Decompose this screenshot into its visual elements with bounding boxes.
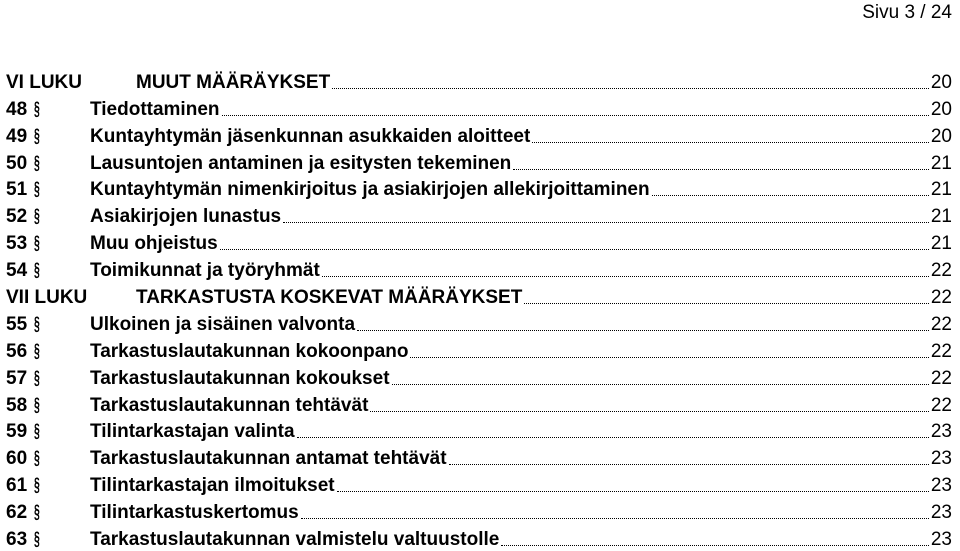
- dot-leader: [283, 222, 929, 223]
- toc-entry-title: Tilintarkastajan valinta: [90, 421, 295, 443]
- dot-leader: [370, 411, 928, 412]
- toc-entry-title: Kuntayhtymän jäsenkunnan asukkaiden aloitteet: [90, 125, 531, 147]
- toc-entry-title: Ulkoinen ja sisäinen valvonta: [90, 313, 356, 335]
- toc-entry-title: Tarkastuslautakunnan kokoonpano: [90, 340, 409, 362]
- section-number: 51: [6, 179, 28, 201]
- toc-entry-title: Tarkastuslautakunnan kokoukset: [90, 367, 390, 389]
- toc-section-row[interactable]: [6, 363, 952, 390]
- toc-page-number: 23: [930, 529, 952, 551]
- toc-section-row[interactable]: [6, 470, 952, 497]
- dot-leader: [524, 303, 929, 304]
- toc-page-number: 23: [930, 421, 952, 443]
- toc-page-number: 23: [930, 448, 952, 470]
- dot-leader: [332, 88, 929, 89]
- toc-page-number: 21: [930, 179, 952, 201]
- toc-section-row[interactable]: [6, 443, 952, 470]
- toc-section-row[interactable]: [6, 94, 952, 121]
- dot-leader: [337, 491, 929, 492]
- toc-page-number: 22: [930, 313, 952, 335]
- section-number: 49: [6, 125, 28, 147]
- section-symbol: §: [34, 152, 40, 174]
- chapter-number: VII LUKU: [6, 287, 88, 309]
- toc-page-number: 20: [930, 125, 952, 147]
- section-symbol: §: [34, 260, 40, 282]
- toc-entry-title: Tarkastuslautakunnan tehtävät: [90, 394, 369, 416]
- dot-leader: [301, 518, 929, 519]
- section-number: 56: [6, 340, 28, 362]
- section-symbol: §: [34, 502, 40, 524]
- section-symbol: §: [34, 448, 40, 470]
- section-symbol: §: [34, 367, 40, 389]
- toc-page-number: 22: [930, 340, 952, 362]
- section-number: 58: [6, 394, 28, 416]
- dot-leader: [513, 169, 929, 170]
- toc-section-row[interactable]: [6, 175, 952, 202]
- dot-leader: [652, 195, 929, 196]
- toc-section-row[interactable]: [6, 309, 952, 336]
- toc-page-number: 22: [930, 367, 952, 389]
- toc-entry-title: TARKASTUSTA KOSKEVAT MÄÄRÄYKSET: [136, 287, 523, 309]
- toc-page-number: 20: [930, 98, 952, 120]
- toc-chapter-row[interactable]: [6, 67, 952, 94]
- toc-section-row[interactable]: [6, 524, 952, 551]
- toc-section-row[interactable]: [6, 390, 952, 417]
- toc-entry-title: Toimikunnat ja työryhmät: [90, 260, 320, 282]
- toc-entry-title: Tilintarkastajan ilmoitukset: [90, 475, 335, 497]
- section-number: 59: [6, 421, 28, 443]
- section-number: 63: [6, 529, 28, 551]
- toc-page-number: 23: [930, 475, 952, 497]
- section-symbol: §: [34, 394, 40, 416]
- toc-chapter-row[interactable]: [6, 282, 952, 309]
- dot-leader: [322, 276, 929, 277]
- toc-entry-title: Asiakirjojen lunastus: [90, 206, 282, 228]
- section-number: 53: [6, 233, 28, 255]
- toc-page-number: 21: [930, 206, 952, 228]
- toc-page-number: 20: [930, 71, 952, 93]
- section-symbol: §: [34, 475, 40, 497]
- toc-entry-title: Tiedottaminen: [90, 98, 220, 120]
- toc-section-row[interactable]: [6, 417, 952, 444]
- section-number: 52: [6, 206, 28, 228]
- section-number: 61: [6, 475, 28, 497]
- dot-leader: [220, 249, 929, 250]
- toc-page-number: 21: [930, 152, 952, 174]
- section-symbol: §: [34, 179, 40, 201]
- toc-section-row[interactable]: [6, 148, 952, 175]
- dot-leader: [501, 545, 929, 546]
- dot-leader: [297, 437, 929, 438]
- dot-leader: [410, 357, 928, 358]
- toc-section-row[interactable]: [6, 255, 952, 282]
- dot-leader: [357, 330, 929, 331]
- section-number: 48: [6, 98, 28, 120]
- dot-leader: [532, 142, 929, 143]
- section-symbol: §: [34, 529, 40, 551]
- toc-page-number: 22: [930, 287, 952, 309]
- page-number: Sivu 3 / 24: [862, 2, 952, 23]
- section-number: 50: [6, 152, 28, 174]
- dot-leader: [392, 384, 929, 385]
- toc-section-row[interactable]: [6, 336, 952, 363]
- section-number: 60: [6, 448, 28, 470]
- toc-entry-title: Tarkastuslautakunnan valmistelu valtuustolle: [90, 529, 500, 551]
- section-symbol: §: [34, 313, 40, 335]
- table-of-contents: [6, 67, 952, 551]
- dot-leader: [449, 464, 929, 465]
- section-symbol: §: [34, 98, 40, 120]
- toc-page-number: 23: [930, 502, 952, 524]
- toc-section-row[interactable]: [6, 201, 952, 228]
- section-symbol: §: [34, 421, 40, 443]
- toc-section-row[interactable]: [6, 228, 952, 255]
- section-number: 62: [6, 502, 28, 524]
- toc-section-row[interactable]: [6, 121, 952, 148]
- toc-entry-title: Tarkastuslautakunnan antamat tehtävät: [90, 448, 447, 470]
- section-symbol: §: [34, 206, 40, 228]
- section-number: 55: [6, 313, 28, 335]
- toc-entry-title: Tilintarkastuskertomus: [90, 502, 299, 524]
- section-symbol: §: [34, 340, 40, 362]
- section-symbol: §: [34, 233, 40, 255]
- toc-page-number: 22: [930, 394, 952, 416]
- section-number: 54: [6, 260, 28, 282]
- toc-section-row[interactable]: [6, 497, 952, 524]
- toc-entry-title: Muu ohjeistus: [90, 233, 218, 255]
- toc-entry-title: Kuntayhtymän nimenkirjoitus ja asiakirjojen allekirjoittaminen: [90, 179, 650, 201]
- chapter-number: VI LUKU: [6, 71, 82, 93]
- toc-entry-title: MUUT MÄÄRÄYKSET: [136, 71, 331, 93]
- section-symbol: §: [34, 125, 40, 147]
- toc-page-number: 22: [930, 260, 952, 282]
- toc-page-number: 21: [930, 233, 952, 255]
- toc-entry-title: Lausuntojen antaminen ja esitysten tekeminen: [90, 152, 512, 174]
- section-number: 57: [6, 367, 28, 389]
- dot-leader: [222, 115, 929, 116]
